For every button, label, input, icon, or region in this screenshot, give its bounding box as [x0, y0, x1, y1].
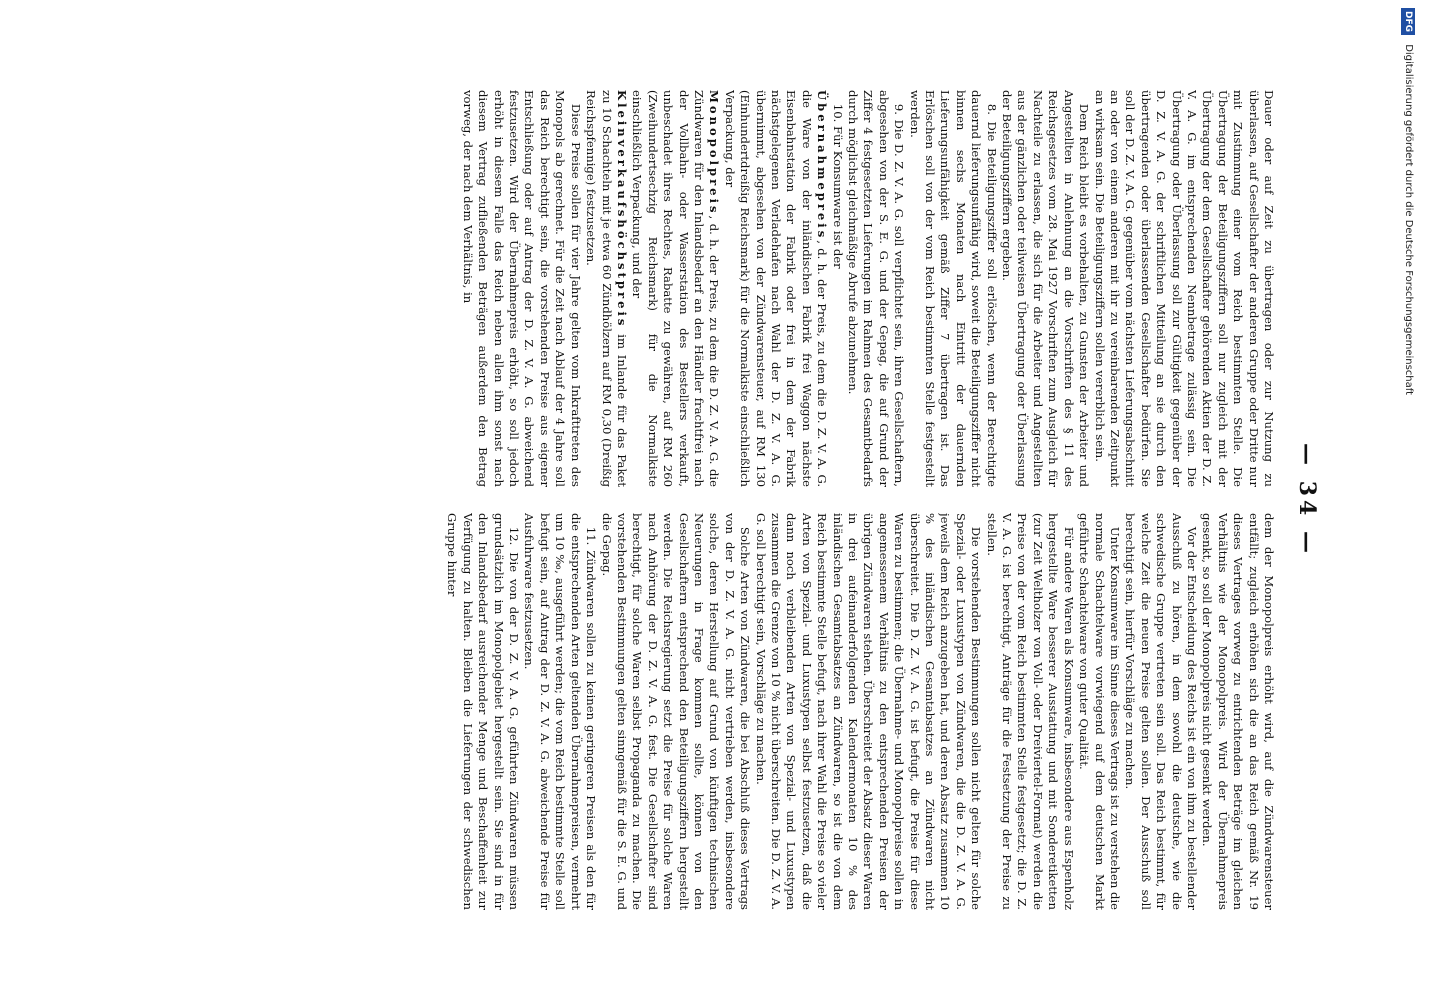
spaced-term: Kleinverkaufshöchstpreis: [614, 90, 629, 329]
spaced-term: Übernahmepreis: [815, 90, 830, 241]
paragraph: Die vorstehenden Bestimmungen sollen nicht gelten für solche Spezial- oder Luxustypen von Zündwaren, die die D. Z. V. A. G. jeweils dem Reich anzugeben hat, und deren Absatz zusammen 10 % des inländischen Gesamtabsatzes an Zündwaren nicht überschreitet. Die D. Z. V. A. G. ist befugt, die Preise für diese Waren zu bestimmen; die Übernahme- und Monopolpreise sollen in angemessenem Verhältnis zu den entsprechenden Preisen der übrigen Zündwaren stehen. Überschreitet der Absatz dieser Waren in drei aufeinanderfolgenden Kalendermonaten 10 % des inländischen Gesamtabsatzes an Zündwaren, so ist die von dem Reich bestimmte Stelle befugt, nach ihrer Wahl die Preise so vieler Arten von Spezial- und Luxustypen selbst festzusetzen, daß die dann noch verbleibenden Arten von Spezial- und Luxustypen zusammen die Grenze von 10 % nicht überschreiten. Die D. Z. V. A. G. soll berechtigt sein, Vorschläge zu machen.: [753, 513, 984, 910]
paragraph: 11. Zündwaren sollen zu keinen geringeren Preisen als den für die entsprechenden Arten geltenden Übernahmepreisen, vermehrt um 10 ‰, ausgeführt werden; die vom Reich bestimmte Stelle soll befugt sein, auf Antrag der D. Z. V. A. G. abweichende Preise für Ausfuhrware festzusetzen.: [522, 513, 599, 910]
paragraph: Für andere Waren als Konsumware, insbesondere aus Espenholz hergestellte Ware besserer Ausstattung und mit Sonderetiketten (zur Zeit Weltholzer von Voll- oder Dreiviertel-Format) werden die Preise von der vom Reich bestimmten Stelle festgesetzt; die D. Z. V. A. G. ist berechtigt, Anträge für die Festsetzung der Preise zu stellen.: [984, 513, 1076, 910]
right-column: [126, 513, 1276, 910]
paragraph: 9. Die D. Z. V. A. G. soll verpflichtet sein, ihren Gesellschaftern, abgesehen von der S. E. G. und der Gepag, die auf Grund der Ziffer 4 festgesetzten Lieferungen im Rahmen des Gesamtbedarfs durch möglichst gleichmäßige Abrufe abzunehmen.: [846, 90, 907, 487]
credit-text: Digitalisierung gefördert durch die Deutsche Forschungsgemeinschaft: [1403, 44, 1414, 396]
document-page: [120, 90, 1320, 910]
paragraph: Monopolpreis, d. h. der Preis, zu dem die D. Z. V. A. G. die Zündwaren für den Inlandsbedarf an den Händler frachtfrei nach der Vollbahn- oder Wasserstation des Bestellers verkauft, unbeschadet ihres Rechtes, Rabatte zu gewähren, auf RM 260 (Zweihundertsechzig Reichsmark) für die Normalkiste einschließlich Verpackung, und der: [630, 90, 722, 487]
paragraph: Unter Konsumware im Sinne dieses Vertrags ist zu verstehen die normale Schachtelware vorwiegend auf dem deutschen Markt geführte Schachtelware von guter Qualität.: [1077, 513, 1122, 910]
paragraph: Kleinverkaufshöchstpreis im Inlande für das Paket zu 10 Schachteln mit je etwa 60 Zündhölzern auf RM 0,30 (Dreißig Reichspfennige) festzusetzen.: [584, 90, 629, 487]
page-number: — 34 —: [1294, 443, 1320, 557]
paragraph: Solche Arten von Zündwaren, die bei Abschluß dieses Vertrags von der D. Z. V. A. G. nicht vertrieben werden, insbesondere solche, deren Herstellung auf Grund von künftigen technischen Neuerungen in Frage kommen sollte, können von den Gesellschaftern entsprechend den Beteiligungsziffern hergestellt werden. Die Reichsregierung setzt die Preise für solche Waren nach Anhörung der D. Z. V. A. G. fest. Die Gesellschafter sind berechtigt, für solche Waren selbst Propaganda zu machen. Die vorstehenden Bestimmungen gelten sinngemäß für die S. E. G. und die Gepag.: [599, 513, 753, 910]
paragraph: Übernahmepreis, d. h. der Preis, zu dem die D. Z. V. A. G. die Ware von der inländischen Fabrik frei Waggon nächste Eisenbahnstation der Fabrik oder frei in dem der Fabrik nächstgelegenen Verladehafen nach Wahl der D. Z. V. A. G. übernimmt, abgesehen von der Zündwarensteuer, auf RM 130 (Einhundertdreißig Reichsmark) für die Normalkiste einschließlich Verpackung, der: [722, 90, 830, 487]
paragraph: 10. Für Konsumware ist der: [830, 103, 845, 269]
paragraph: Dem Reich bleibt es vorbehalten, zu Gunsten der Arbeiter und Angestellten in Anlehnung an die Vorschriften des § 11 des Reichsgesetzes vom 28. Mai 1927 Vorschriften zum Ausgleich für Nachteile zu erlassen, die sich für die Arbeiter und Angestellten aus der gänzlichen oder teilweisen Übertragung oder Überlassung der Beteiligungsziffern ergeben.: [1000, 90, 1092, 487]
digitization-credit: [1400, 8, 1416, 988]
spaced-term: Monopolpreis: [707, 90, 722, 216]
paragraph: Vor der Entscheidung des Reichs ist ein von ihm zu bestellender Ausschuß zu hören, in dem sowohl die deutsche, wie die schwedische Gruppe vertreten sein soll. Das Reich bestimmt, für welche Zeit die neuen Preise gelten sollen. Der Ausschuß soll berechtigt sein, hierfür Vorschläge zu machen.: [1123, 513, 1199, 910]
paragraph: 12. Die von der D. Z. V. A. G. geführten Zündwaren müssen grundsätzlich im Monopolgebiet hergestellt sein. Sie sind in für den Inlandsbedarf ausreichender Menge und Beschaffenheit zur Verfügung zu halten. Bleiben die Lieferungen der schwedischen Gruppe hinter: [445, 513, 522, 910]
paragraph: 8. Die Beteiligungsziffer soll erlöschen, wenn der Berechtigte dauernd lieferungsunfähig wird, soweit die Beteiligungsziffer nicht binnen sechs Monaten nach Eintritt der dauernden Lieferungsunfähigkeit gemäß Ziffer 7 übertragen ist. Das Erlöschen soll von der vom Reich bestimmten Stelle festgestellt werden.: [907, 90, 999, 487]
text-columns: [126, 90, 1276, 910]
left-column: [126, 90, 1276, 487]
paragraph: Diese Preise sollen für vier Jahre gelten vom Inkrafttreten des Monopols ab gerechnet. Für die Zeit nach Ablauf der 4 Jahre soll das Reich berechtigt sein, die vorstehenden Preise aus eigener Entschließung oder auf Antrag der D. Z. V. A. G. abweichend festzusetzen. Wird der Übernahmepreis erhöht, so soll jedoch erhöht in diesem Falle das Reich neben allen ihm sonst nach diesem Vertrag zufließenden Beträgen außerdem den Betrag vorweg, der nach dem Verhältnis, in: [460, 90, 583, 487]
dfg-logo: DFG: [1401, 8, 1415, 35]
paragraph: dem der Monopolpreis erhöht wird, auf die Zündwarensteuer entfällt; zugleich erhöhen sich die an das Reich gemäß Nr. 19 dieses Vertrages vorweg zu entrichtenden Beträge im gleichen Verhältnis wie der Monopolpreis. Wird der Übernahmepreis gesenkt, so soll der Monopolpreis nicht gesenkt werden.: [1200, 513, 1276, 910]
paragraph: Dauer oder auf Zeit zu übertragen oder zur Nutzung zu überlassen, auf Gesellschafter der anderen Gruppe oder Dritte nur mit Zustimmung einer vom Reich bestimmten Stelle. Die Übertragung der Beteiligungsziffern soll nur zugleich mit der Übertragung der dem Gesellschafter gehörenden Aktien der D. Z. V. A. G. im entsprechenden Nennbetrage zulässig sein. Die Übertragung oder Überlassung soll zur Gültigkeit gegenüber der D. Z. V. A. G. der schriftlichen Mitteilung an sie durch den übertragenden oder überlassenden Gesellschafter bedürfen. Sie soll der D. Z. V. A. G. gegenüber vom nächsten Lieferungsabschnitt an oder von einem anderen mit ihr zu vereinbarenden Zeitpunkt an wirksam sein. Die Beteiligungsziffern sollen vererblich sein.: [1092, 90, 1276, 487]
